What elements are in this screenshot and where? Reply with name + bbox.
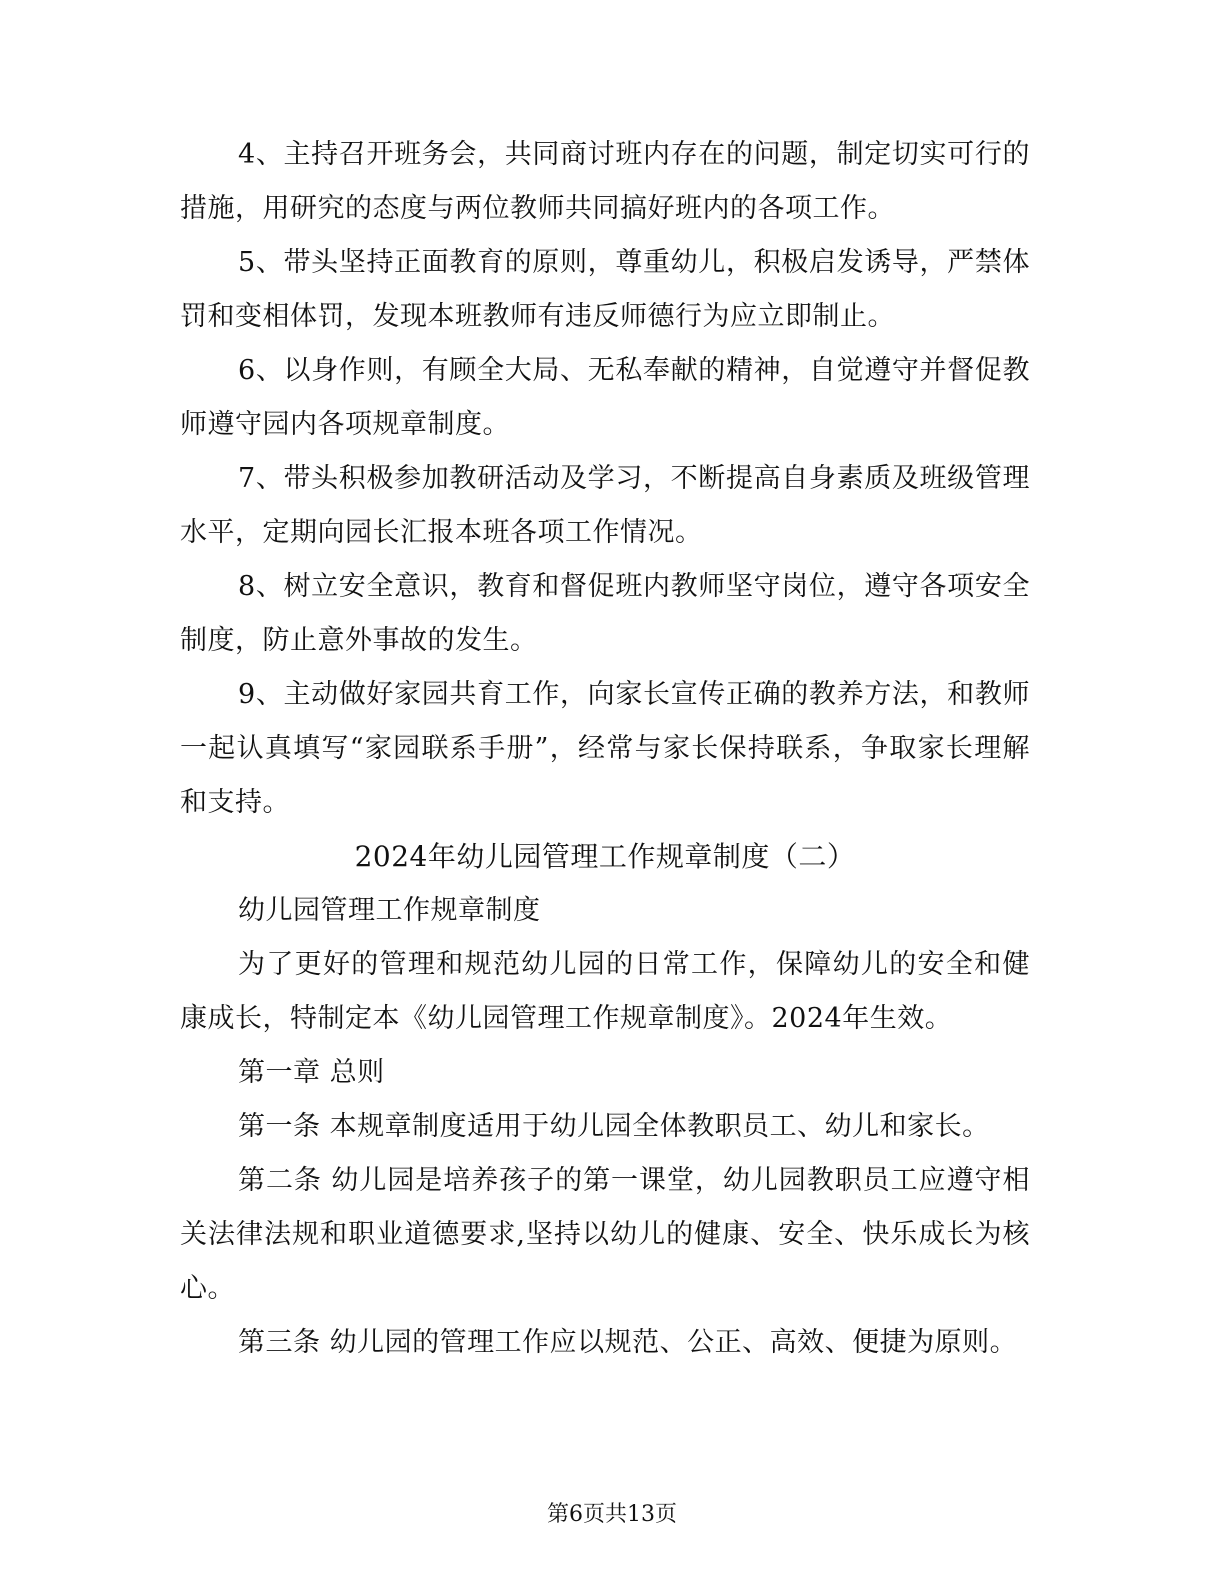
article-3: 第三条 幼儿园的管理工作应以规范、公正、高效、便捷为原则。 — [238, 1327, 1018, 1358]
intro-paragraph: 为了更好的管理和规范幼儿园的日常工作，保障幼儿的安全和健康成长，特制定本《幼儿园管理工作规章制度》。2024年生效。 — [180, 949, 1030, 1034]
paragraph-item-6: 6、以身作则，有顾全大局、无私奉献的精神，自觉遵守并督促教师遵守园内各项规章制度。 — [180, 355, 1030, 440]
paragraph-item-7: 7、带头积极参加教研活动及学习，不断提高自身素质及班级管理水平，定期向园长汇报本班各项工作情况。 — [180, 463, 1030, 548]
document-subtitle: 幼儿园管理工作规章制度 — [238, 895, 541, 926]
section-title: 2024年幼儿园管理工作规章制度（二） — [354, 840, 856, 873]
paragraph-item-5: 5、带头坚持正面教育的原则，尊重幼儿，积极启发诱导，严禁体罚和变相体罚，发现本班教师有违反师德行为应立即制止。 — [180, 247, 1030, 332]
article-1: 第一条 本规章制度适用于幼儿园全体教职员工、幼儿和家长。 — [238, 1111, 990, 1142]
document-body — [180, 128, 1030, 1370]
chapter-heading: 第一章 总则 — [238, 1057, 385, 1088]
paragraph-item-4: 4、主持召开班务会，共同商讨班内存在的问题，制定切实可行的措施，用研究的态度与两位教师共同搞好班内的各项工作。 — [180, 139, 1030, 224]
paragraph-item-9: 9、主动做好家园共育工作，向家长宣传正确的教养方法，和教师一起认真填写“家园联系手册”，经常与家长保持联系，争取家长理解和支持。 — [180, 679, 1030, 818]
article-2: 第二条 幼儿园是培养孩子的第一课堂，幼儿园教职员工应遵守相关法律法规和职业道德要求,坚持以幼儿的健康、安全、快乐成长为核心。 — [180, 1165, 1030, 1304]
paragraph-item-8: 8、树立安全意识，教育和督促班内教师坚守岗位，遵守各项安全制度，防止意外事故的发生。 — [180, 571, 1030, 656]
page-footer: 第6页共13页 — [547, 1502, 677, 1527]
